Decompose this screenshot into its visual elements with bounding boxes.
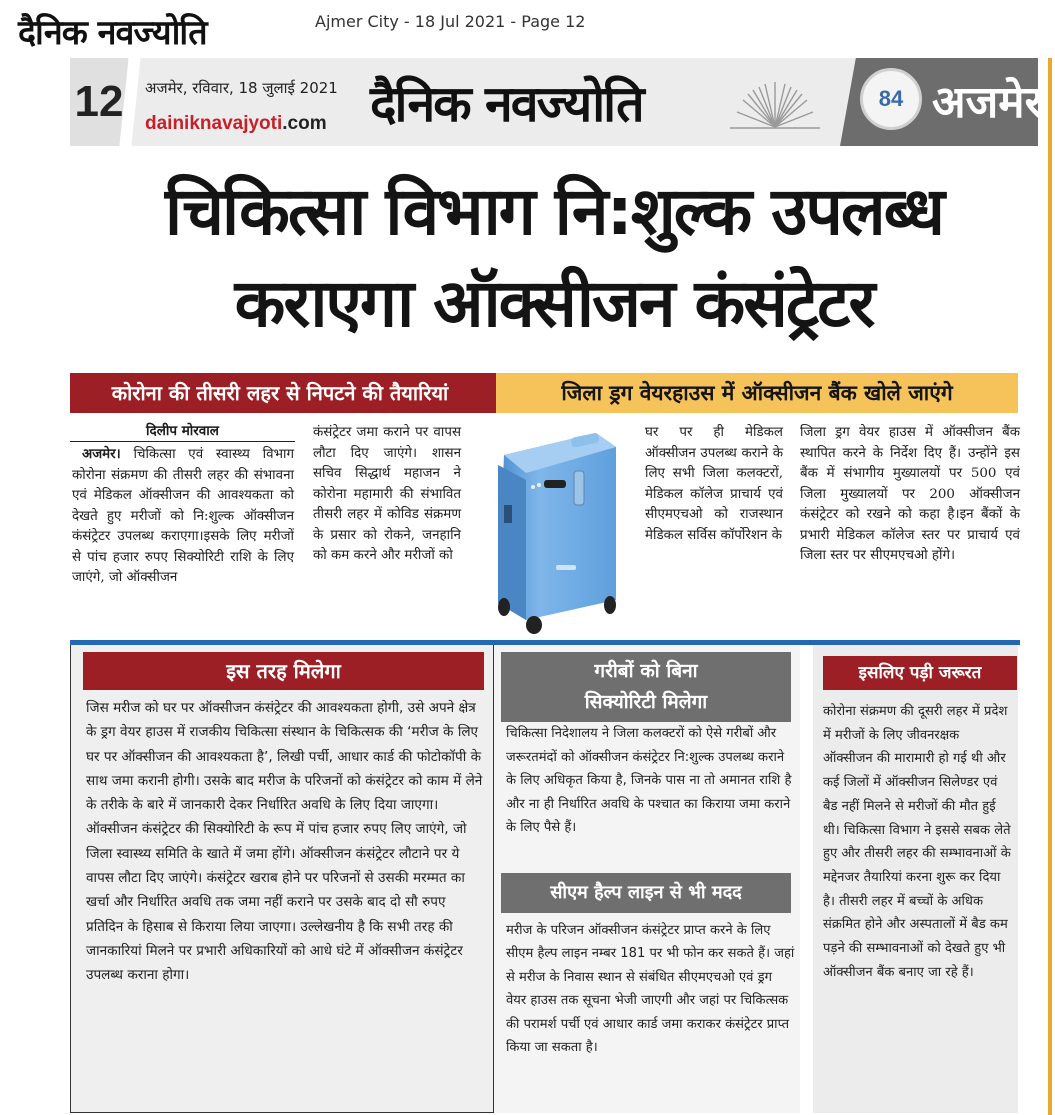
box-helpline-text: मरीज के परिजन ऑक्सीजन कंसंट्रेटर प्राप्त करने के लिए सीएम हैल्प लाइन नम्बर 181 पर भी फोन कर सकते हैं। जहां से मरीज के निवास स्थान से संबंधित सीएमएचओ एवं ड्रग वेयर हाउस तक सूचना भेजी जाएगी और जहां पर चिकित्सक की परामर्श पर्ची एवं आधार कार्ड जमा कराकर कंसंट्रेटर प्राप्त किया जा सकता है। bbox=[506, 923, 795, 1056]
masthead-date: अजमेर, रविवार, 18 जुलाई 2021 bbox=[145, 79, 338, 97]
box-helpline-title: सीएम हैल्प लाइन से भी मदद bbox=[501, 873, 791, 913]
box-poor-title bbox=[501, 652, 791, 722]
main-headline bbox=[70, 166, 1038, 350]
anniversary-badge: 84 bbox=[860, 68, 922, 130]
city-name: अजमेर bbox=[932, 77, 1043, 128]
box-why-text: कोरोना संक्रमण की दूसरी लहर में प्रदेश में मरीजों के लिए जीवनरक्षक ऑक्सीजन की मारामारी हो गई थी और कई जिलों में ऑक्सीजन सिलेण्डर एवं बैड नहीं मिलने से मरीजों की मौत हुई थी। चिकित्सा विभाग ने इससे सबक लेते हुए और तीसरी लहर की सम्भावनाओं के मद्देनजर तैयारियां करना शुरू कर दिया है। तीसरी लहर में बच्चों के अधिक संक्रमित होने और अस्पतालों में बैड कम पड़ने की सम्भावनाओं को देखते हुए भी ऑक्सीजन बैंक बनाए जा रहे हैं। bbox=[823, 704, 1011, 980]
subhead-left: कोरोना की तीसरी लहर से निपटने की तैयारियां bbox=[70, 373, 490, 413]
masthead bbox=[70, 58, 1043, 146]
subhead-right: जिला ड्रग वेयरहाउस में ऑक्सीजन बैंक खोले जाएंगे bbox=[490, 373, 1018, 413]
viewer-logo: दैनिक नवज्योति bbox=[18, 13, 207, 53]
headline-line-2: कराएगा ऑक्सीजन कंसंट्रेटर bbox=[234, 265, 874, 342]
article-column-3: घर पर ही मेडिकल ऑक्सीजन उपलब्ध कराने के लिए सभी जिला कलक्टरों, मेडिकल कॉलेज प्राचार्य एवं सीएमएचओ को राजस्थान मेडिकल सर्विस कॉर्पोरेशन के bbox=[645, 425, 783, 543]
article-column-1 bbox=[72, 444, 294, 589]
page-number: 12 bbox=[70, 58, 128, 146]
site-name: dainiknavajyoti bbox=[145, 113, 283, 134]
headline-line-1: चिकित्सा विभाग नि:शुल्क उपलब्ध bbox=[165, 173, 943, 250]
page-border bbox=[1048, 58, 1052, 1115]
article-column-1-text: चिकित्सा एवं स्वास्थ्य विभाग कोरोना संक्रमण की तीसरी लहर की संभावना एवं मेडिकल ऑक्सीजन की आवश्यकता को देखते हुए मरीजों को नि:शुल्क ऑक्सीजन कंसंट्रेटर उपलब्ध कराएगा।इसके लिए मरीजों से पांच हजार रुपए सिक्योरिटी राशि के लिए जाएंगे, जो ऑक्सीजन bbox=[72, 447, 294, 585]
dateline: अजमेर। bbox=[82, 446, 121, 462]
box-poor-title-line-2: सिक्योरिटी मिलेगा bbox=[584, 691, 708, 713]
site-tld: .com bbox=[282, 113, 327, 134]
box-how-text: जिस मरीज को घर पर ऑक्सीजन कंसंट्रेटर की आवश्यकता होगी, उसे अपने क्षेत्र के ड्रग वेयर हाउस में राजकीय चिकित्सा संस्थान के चिकित्सक की ‘मरीज के लिए घर पर ऑक्सीजन की आवश्यकता है’, लिखी पर्ची, आधार कार्ड की फोटोकॉपी के साथ जमा करानी होगी। उसके बाद मरीज के परिजनों को कंसंट्रेटर को काम में लेने के तरीके के बारे में जानकारी देकर निर्धारित अवधि के लिए दिया जाएगा। ऑक्सीजन कंसंट्रेटर की सिक्योरिटी के रूप में पांच हजार रुपए लिए जाएंगे, जो जिला स्वास्थ्य समिति के खाते में जमा होंगे। ऑक्सीजन कंसंट्रेटर लौटाने पर ये वापस लौटा दिए जाएंगे। कंसंट्रेटर खराब होने पर परिजनों से उसकी मरम्मत का खर्चा और निर्धारित अवधि तक जमा नहीं कराने पर उसके बाद दो सौ रुपए प्रतिदिन के हिसाब से किराया लिया जाएगा। उल्लेखनीय है कि सभी तरह की जानकारियां मिलने पर प्रभारी अधिकारियों को आधे घंटे में ऑक्सीजन कंसंट्रेटर उपलब्ध कराना होगा। bbox=[86, 700, 483, 984]
box-poor-title-line-1: गरीबों को बिना bbox=[594, 660, 698, 682]
newspaper-title: दैनिक नवज्योति bbox=[370, 75, 643, 133]
viewer-edition-meta: Ajmer City - 18 Jul 2021 - Page 12 bbox=[315, 12, 586, 31]
article-column-2: कंसंट्रेटर जमा कराने पर वापस लौटा दिए जाएंगे। शासन सचिव सिद्धार्थ महाजन ने कोरोना महामारी की संभावित तीसरी लहर में कोविड संक्रमण के प्रसार को रोकने, जनहानि को कम करने और मरीजों को bbox=[313, 425, 461, 563]
box-why-title: इसलिए पड़ी जरूरत bbox=[823, 656, 1017, 690]
byline: दिलीप मोरवाल bbox=[70, 421, 295, 442]
sunrise-logo-icon bbox=[725, 72, 825, 132]
masthead-website bbox=[145, 113, 327, 135]
article-column-4: जिला ड्रग वेयर हाउस में ऑक्सीजन बैंक स्थापित करने के निर्देश दिए हैं। उन्होंने इस बैंक में संभागीय मुख्यालयों पर 500 एवं जिला मुख्यालयों पर 200 ऑक्सीजन कंसंट्रेटर को रखने को कहा है।इन बैंकों के प्रभारी मेडिकल कॉलेज स्तर पर प्राचार्य एवं जिला स्तर पर सीएमएचओ होंगे। bbox=[800, 425, 1020, 563]
oxygen-concentrator-image bbox=[476, 425, 636, 635]
box-poor-text: चिकित्सा निदेशालय ने जिला कलक्टरों को ऐसे गरीबों और जरूरतमंदों को ऑक्सीजन कंसंट्रेटर नि:शुल्क उपलब्ध कराने के लिए अधिकृत किया है, जिनके पास ना तो अमानत राशि है और ना ही निर्धारित अवधि के पश्चात का किराया जमा कराने के लिए पैसे हैं। bbox=[506, 726, 792, 835]
box-how-title: इस तरह मिलेगा bbox=[83, 652, 484, 690]
